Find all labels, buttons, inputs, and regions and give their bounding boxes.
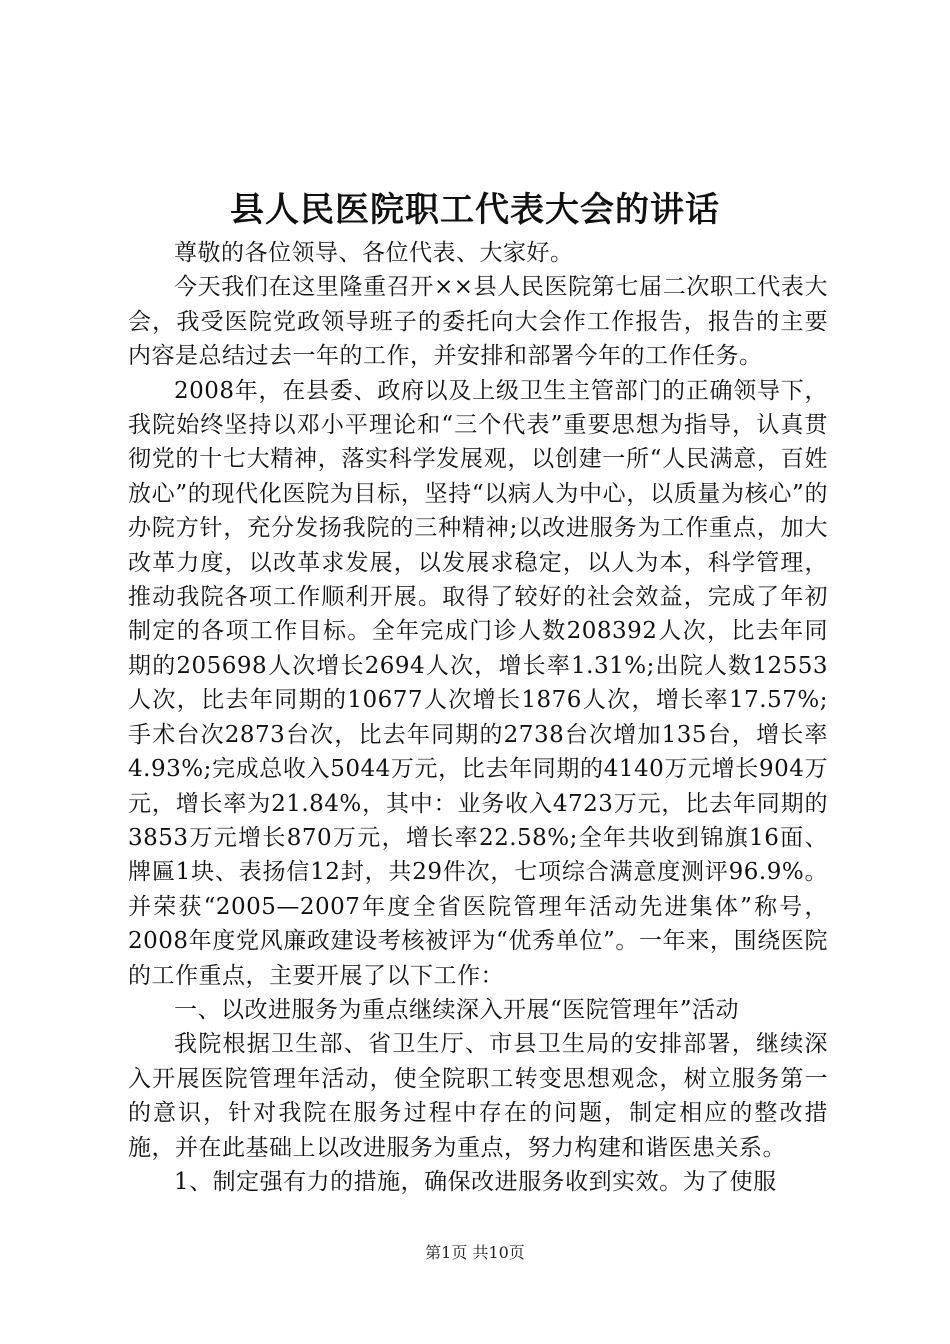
paragraph-section-body: 我院根据卫生部、省卫生厅、市县卫生局的安排部署，继续深入开展医院管理年活动，使全院职工转变思想观念，树立服务第一的意识，针对我院在服务过程中存在的问题，制定相应的整改措施，并在此基础上以改进服务为重点，努力构建和谐医患关系。	[128, 1031, 828, 1161]
paragraph-item-1: 1、制定强有力的措施，确保改进服务收到实效。为了使服	[174, 1168, 777, 1195]
paragraph-intro: 今天我们在这里隆重召开××县人民医院第七届二次职工代表大会，我受医院党政领导班子的委托向大会作工作报告，报告的主要内容是总结过去一年的工作，并安排和部署今年的工作任务。	[128, 274, 828, 370]
document-body	[128, 236, 828, 1199]
paragraph-summary: 2008年，在县委、政府以及上级卫生主管部门的正确领导下，我院始终坚持以邓小平理论和“三个代表”重要思想为指导，认真贯彻党的十七大精神，落实科学发展观，以创建一所“人民满意，百姓放心”的现代化医院为目标，坚持“以病人为中心，以质量为核心”的办院方针，充分发扬我院的三种精神;以改进服务为工作重点，加大改革力度，以改革求发展，以发展求稳定，以人为本，科学管理，推动我院各项工作顺利开展。取得了较好的社会效益，完成了年初制定的各项工作目标。全年完成门诊人数208392人次，比去年同期的205698人次增长2694人次，增长率1.31%;出院人数12553人次，比去年同期的10677人次增长1876人次，增长率17.57%;手术台次2873台次，比去年同期的2738台次增加135台，增长率4.93%;完成总收入5044万元，比去年同期的4140万元增长904万元，增长率为21.84%，其中：业务收入4723万元，比去年同期的3853万元增长870万元，增长率22.58%;全年共收到锦旗16面、牌匾1块、表扬信12封，共29件次，七项综合满意度测评96.9%。并荣获“2005—2007年度全省医院管理年活动先进集体”称号，2008年度党风廉政建设考核被评为“优秀单位”。一年来，围绕医院的工作重点，主要开展了以下工作：	[128, 377, 828, 989]
paragraph-greeting: 尊敬的各位领导、各位代表、大家好。	[174, 240, 574, 266]
section-heading: 一、以改进服务为重点继续深入开展“医院管理年”活动	[174, 996, 740, 1023]
page-footer: 第1页 共10页	[425, 1243, 525, 1262]
document-title: 县人民医院职工代表大会的讲话	[230, 190, 720, 230]
